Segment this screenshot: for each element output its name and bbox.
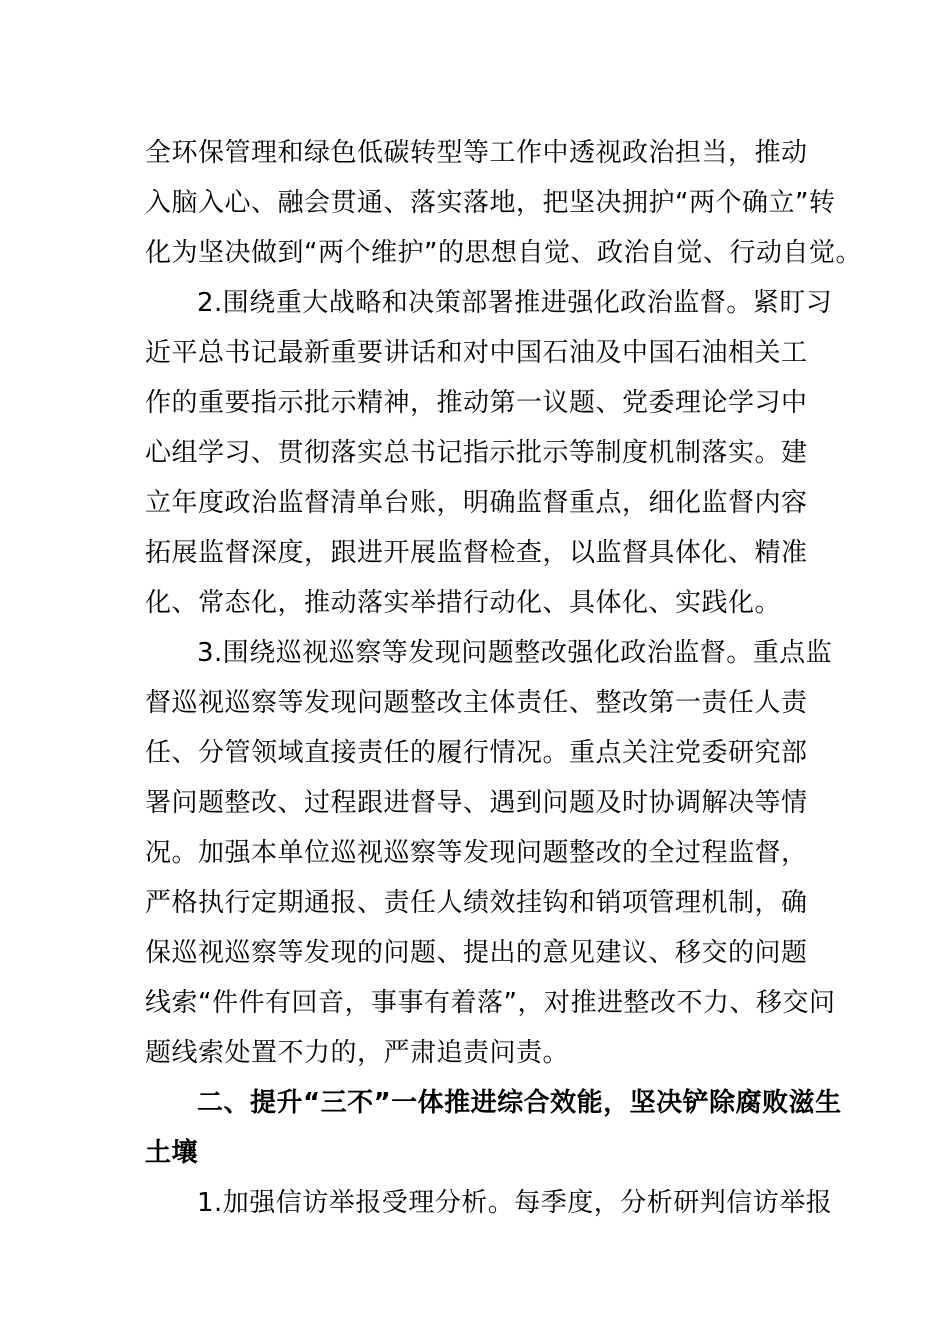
body-text-line: 化、常态化，推动落实举措行动化、具体化、实践化。: [145, 588, 782, 618]
body-text-line: 线索“件件有回音，事事有着落”，对推进整改不力、移交问: [145, 988, 836, 1018]
paragraph-heading-2: 2.围绕重大战略和决策部署推进强化政治监督。紧盯习: [197, 288, 833, 318]
body-text-line: 化为坚决做到“两个维护”的思想自觉、政治自觉、行动自觉。: [145, 238, 862, 268]
section-heading: 二、提升“三不”一体推进综合效能，坚决铲除腐败滋生: [197, 1088, 842, 1118]
section-heading-continuation: 土壤: [145, 1138, 199, 1168]
paragraph-heading-1: 1.加强信访举报受理分析。每季度，分析研判信访举报: [197, 1188, 833, 1218]
paragraph-heading-3: 3.围绕巡视巡察等发现问题整改强化政治监督。重点监: [197, 638, 833, 668]
body-text-line: 严格执行定期通报、责任人绩效挂钩和销项管理机制，确: [145, 888, 808, 918]
body-text-line: 心组学习、贯彻落实总书记指示批示等制度机制落实。建: [145, 438, 808, 468]
body-text-line: 拓展监督深度，跟进开展监督检查，以监督具体化、精准: [145, 538, 808, 568]
body-text-line: 立年度政治监督清单台账，明确监督重点，细化监督内容: [145, 488, 808, 518]
body-text-line: 保巡视巡察等发现的问题、提出的意见建议、移交的问题: [145, 938, 808, 968]
body-text-line: 督巡视巡察等发现问题整改主体责任、整改第一责任人责: [145, 688, 808, 718]
body-text-line: 任、分管领域直接责任的履行情况。重点关注党委研究部: [145, 738, 808, 768]
body-text-line: 署问题整改、过程跟进督导、遇到问题及时协调解决等情: [145, 788, 808, 818]
body-text-line: 作的重要指示批示精神，推动第一议题、党委理论学习中: [145, 388, 808, 418]
body-text-line: 近平总书记最新重要讲话和对中国石油及中国石油相关工: [145, 338, 808, 368]
body-text-line: 全环保管理和绿色低碳转型等工作中透视政治担当，推动: [145, 138, 808, 168]
body-text-line: 题线索处置不力的，严肃追责问责。: [145, 1038, 570, 1068]
body-text-line: 况。加强本单位巡视巡察等发现问题整改的全过程监督，: [145, 838, 808, 868]
body-text-line: 入脑入心、融会贯通、落实落地，把坚决拥护“两个确立”转: [145, 188, 836, 218]
